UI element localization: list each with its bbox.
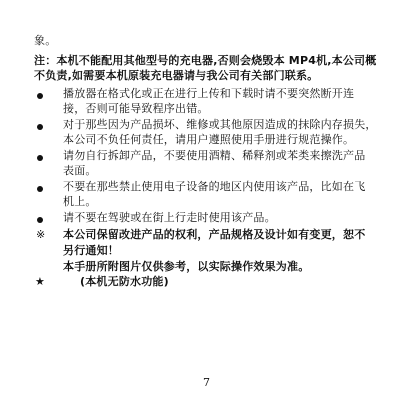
notice-line-1: 注：本机不能配用其他型号的充电器,否则会烧毁本 MP4机,本公司概 [34,54,377,67]
page-number: 7 [203,376,210,389]
bullet-4-line-1: 不要在那些禁止使用电子设备的地区内使用该产品，比如在飞 [63,180,366,193]
bullet-4-line-2: 机上。 [63,195,97,208]
reference-mark-icon: ※ [36,228,46,241]
bullet-dot [37,186,43,192]
bullet-dot [37,93,43,99]
reserved-line-1: 本公司保留改进产品的权利，产品规格及设计如有变更，恕不 [63,228,366,241]
star-icon: ★ [35,275,45,288]
bullet-3-line-1: 请勿自行拆卸产品，不要使用酒精、稀释剂或苯类来擦洗产品 [63,149,366,162]
notice-line-2: 不负责,如需要本机原装充电器请与我公司有关部门联系。 [34,69,319,82]
bullet-2-line-2: 本公司不负任何责任，请用户遵照使用手册进行规范操作。 [63,133,355,146]
bullet-3-line-2: 表面。 [63,164,97,177]
bullet-1-line-1: 播放器在格式化或正在进行上传和下载时请不要突然断开连 [63,87,355,100]
waterproof-note: (本机无防水功能) [80,275,169,288]
bullet-dot [37,124,43,130]
bullet-1-line-2: 接，否则可能导致程序出错。 [63,102,209,115]
bullet-dot [37,155,43,161]
bullet-2-line-1: 对于那些因为产品损坏、维修或其他原因造成的抹除内存损失， [63,118,377,131]
bullet-5-line-1: 请不要在驾驶或在街上行走时使用该产品。 [63,211,276,224]
reserved-line-3: 本手册所附图片仅供参考，以实际操作效果为准。 [63,260,310,273]
intro-line: 象。 [34,34,57,47]
bullet-dot [37,217,43,223]
reserved-line-2: 另行通知！ [63,244,119,257]
